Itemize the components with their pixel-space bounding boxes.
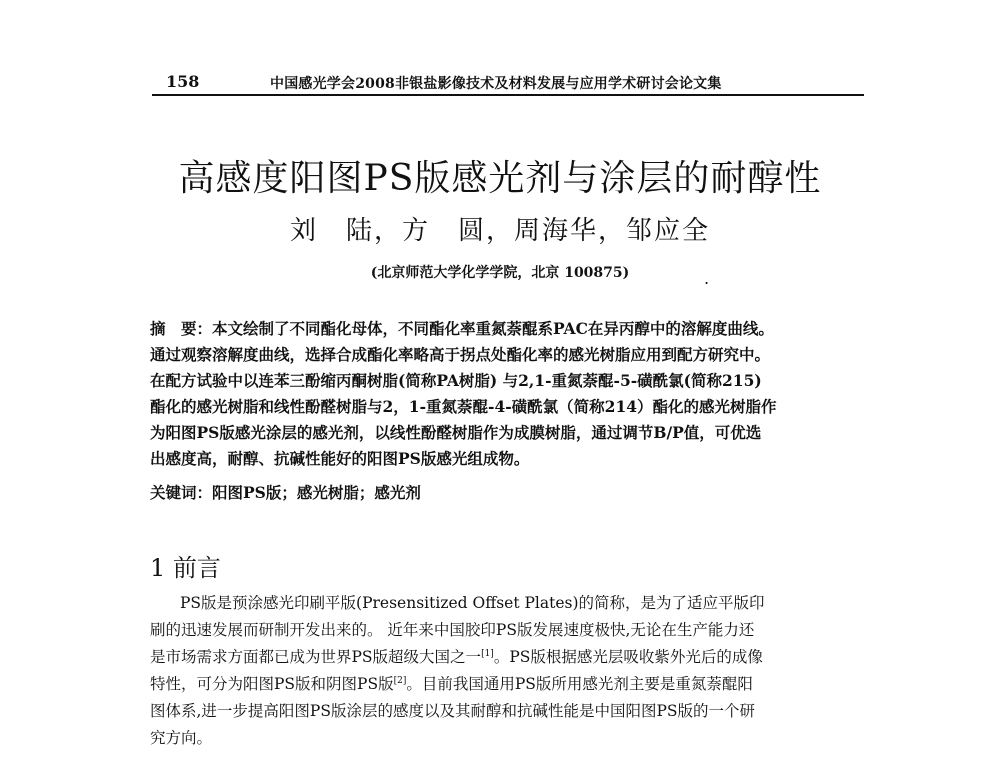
paper-title: 高感度阳图PS版感光剂与涂层的耐醇性 (178, 158, 822, 199)
body-text: 特性，可分为阳图PS版和阴图PS版 (150, 675, 394, 693)
abstract-text: 本文绘制了不同酯化母体，不同酯化率重氮萘醌系PAC在异丙醇中的溶解度曲线。 (212, 319, 774, 338)
citation-2[interactable]: [2] (393, 675, 407, 686)
citation-1[interactable]: [1] (481, 648, 494, 659)
abstract-label: 摘 要： (150, 319, 213, 338)
section-body (150, 590, 866, 752)
body-line (150, 671, 866, 698)
body-text: 。PS版根据感光层吸收紫外光后的成像 (493, 648, 763, 666)
abstract-line (150, 316, 866, 342)
keywords-label: 关键词： (150, 483, 213, 502)
abstract-line: 通过观察溶解度曲线，选择合成酯化率略高于拐点处酯化率的感光树脂应用到配方研究中。 (150, 345, 771, 364)
running-head: 中国感光学会2008非银盐影像技术及材料发展与应用学术研讨会论文集 (270, 76, 722, 92)
abstract-line: 酯化的感光树脂和线性酚醛树脂与2，1-重氮萘醌-4-磺酰氯（简称214）酯化的感光树脂作 (150, 397, 777, 416)
abstract (150, 316, 866, 472)
authors: 刘 陆，方 圆，周海华，邹应全 (289, 216, 710, 246)
page-number: 158 (166, 72, 200, 91)
body-text: 是市场需求方面都已成为世界PS版超级大国之一 (150, 648, 482, 666)
keywords-text: 阳图PS版；感光树脂；感光剂 (212, 483, 421, 502)
abstract-line: 出感度高，耐醇、抗碱性能好的阳图PS版感光组成物。 (150, 449, 530, 468)
running-header (152, 70, 864, 96)
keywords (150, 480, 866, 506)
abstract-line: 在配方试验中以连苯三酚缩丙酮树脂(简称PA树脂) 与2,1-重氮萘醌-5-磺酰氯(简称215) (150, 371, 762, 390)
stray-mark: . (704, 269, 710, 288)
section-heading: 1 前言 (150, 554, 221, 582)
body-line: PS版是预涂感光印刷平版(Presensitized Offset Plates)的简称，是为了适应平版印 (180, 594, 765, 612)
affiliation: (北京师范大学化学学院，北京 100875) (370, 265, 630, 281)
body-line: 究方向。 (150, 729, 213, 747)
abstract-line: 为阳图PS版感光涂层的感光剂，以线性酚醛树脂作为成膜树脂，通过调节B/P值，可优选 (150, 423, 762, 442)
body-text: 。目前我国通用PS版所用感光剂主要是重氮萘醌阳 (406, 675, 753, 693)
body-line: 刷的迅速发展而研制开发出来的。 近年来中国胶印PS版发展速度极快,无论在生产能力还 (150, 621, 755, 639)
body-line (150, 644, 866, 671)
body-line: 图体系,进一步提高阳图PS版涂层的感度以及其耐醇和抗碱性能是中国阳图PS版的一个研 (150, 702, 756, 720)
